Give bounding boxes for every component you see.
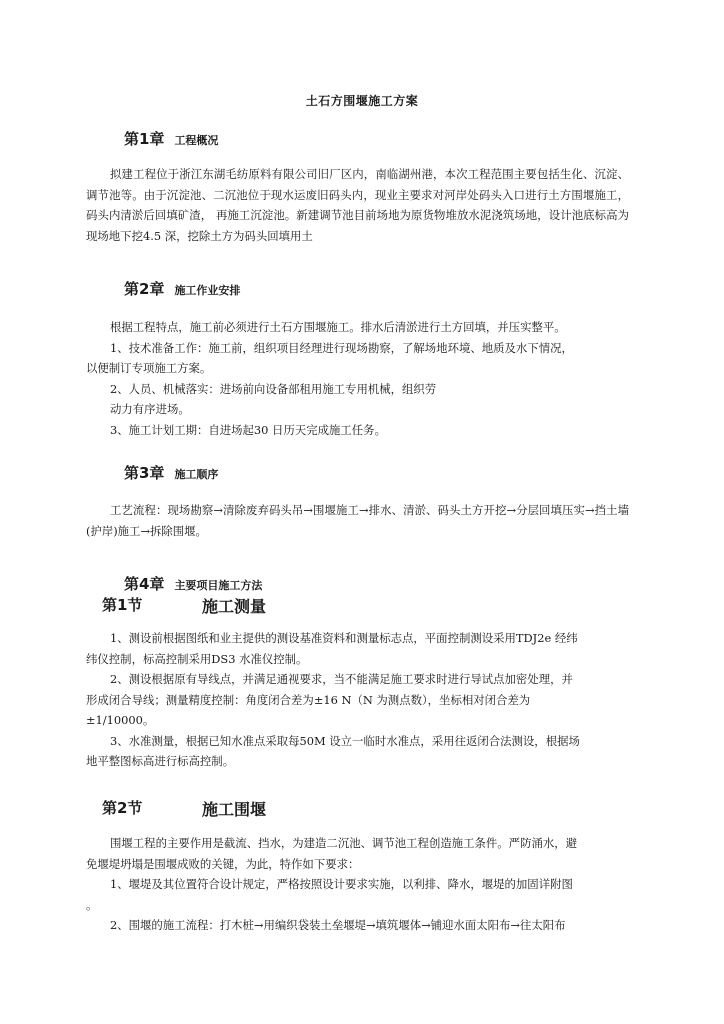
section-2-body <box>86 833 629 936</box>
chapter-2-body <box>86 317 629 440</box>
paragraph-line: 3、水准测量，根据已知水准点采取每50M 设立一临时水准点，采用往返闭合法测设，根据场 <box>110 733 580 748</box>
section-name: 施工测量 <box>202 597 267 616</box>
chapter-number: 第3章 <box>124 464 165 482</box>
paragraph-line: 。 <box>86 897 98 912</box>
section-1-body <box>86 628 629 772</box>
section-number: 第2节 <box>102 799 143 817</box>
chapter-name: 工程概况 <box>174 134 219 147</box>
paragraph-line: 形成闭合导线；测量精度控制：角度闭合差为±16 N（N 为测点数），坐标相对闭合差为 <box>86 692 531 707</box>
chapter-2-heading <box>124 278 240 299</box>
section-number: 第1节 <box>102 596 143 614</box>
chapter-number: 第1章 <box>124 130 165 148</box>
paragraph-line: 1、技术准备工作：施工前，组织项目经理进行现场勘察，了解场地环境、地质及水下情况， <box>110 340 573 355</box>
paragraph-line: 动力有序进场。 <box>110 402 190 416</box>
chapter-1-paragraph: 拟建工程位于浙江东湖毛纺原料有限公司旧厂区内，南临湖州港，本次工程范围主要包括生化、沉淀、调节池等。由于沉淀池、二沉池位于现水运废旧码头内，现业主要求对河岸处码头入口进行土方围堰施工，码头内清淤后回填矿渣， 再施工沉淀池。新建调节池目前场地为原货物堆放水泥浇筑场地，设计池底标高为现场地下挖4.5 深，挖除土方为码头回填用土 <box>86 167 629 243</box>
section-1-heading <box>102 594 267 616</box>
chapter-number: 第4章 <box>124 575 165 593</box>
chapter-number: 第2章 <box>124 280 165 298</box>
paragraph-line: 地平整图标高进行标高控制。 <box>86 754 235 768</box>
chapter-3-paragraph: 工艺流程：现场勘察→清除废弃码头吊→围堰施工→排水、清淤、码头土方开挖→分层回填压实→挡土墙(护岸)施工→拆除围堰。 <box>86 503 629 538</box>
document-title: 土石方围堰施工方案 <box>305 94 419 108</box>
paragraph-line: 2、围堰的施工流程：打木桩→用编织袋装土垒堰堤→填筑堰体→铺迎水面太阳布→往太阳布 <box>110 918 566 932</box>
chapter-name: 施工顺序 <box>174 468 219 481</box>
chapter-name: 施工作业安排 <box>174 284 241 297</box>
paragraph-line: 以便制订专项施工方案。 <box>86 361 212 375</box>
paragraph-line: 免堰堤坍塌是围堰成败的关键，为此，特作如下要求： <box>86 856 360 871</box>
chapter-1-heading <box>124 128 218 149</box>
paragraph-line: ±1/10000。 <box>86 713 155 727</box>
paragraph-line: 3、施工计划工期：自进场起30 日历天完成施工任务。 <box>110 422 386 437</box>
paragraph-line: 1、测设前根据图纸和业主提供的测设基准资料和测量标志点，平面控制测设采用TDJ2e 经纬 <box>110 631 578 645</box>
chapter-4-heading <box>124 573 262 594</box>
section-2-heading <box>102 797 267 819</box>
paragraph-line: 纬仪控制，标高控制采用DS3 水准仪控制。 <box>86 651 308 666</box>
paragraph-line: 根据工程特点，施工前必须进行土石方围堰施工。排水后清淤进行土方回填，并压实整平。 <box>110 320 566 334</box>
chapter-3-heading <box>124 462 218 483</box>
section-name: 施工围堰 <box>202 800 267 819</box>
chapter-name: 主要项目施工方法 <box>174 579 263 592</box>
paragraph-line: 围堰工程的主要作用是截流、挡水，为建造二沉池、调节池工程创造施工条件。严防涌水，避 <box>110 836 578 850</box>
paragraph-line: 1、堰堤及其位置符合设计规定，严格按照设计要求实施，以利排、降水，堰堤的加固详附图 <box>110 877 573 891</box>
paragraph-line: 2、人员、机械落实：进场前向设备部租用施工专用机械，组织劳 <box>110 381 437 396</box>
paragraph-line: 2、测设根据原有导线点，并满足通视要求，当不能满足施工要求时进行导试点加密处理，并 <box>110 672 573 686</box>
